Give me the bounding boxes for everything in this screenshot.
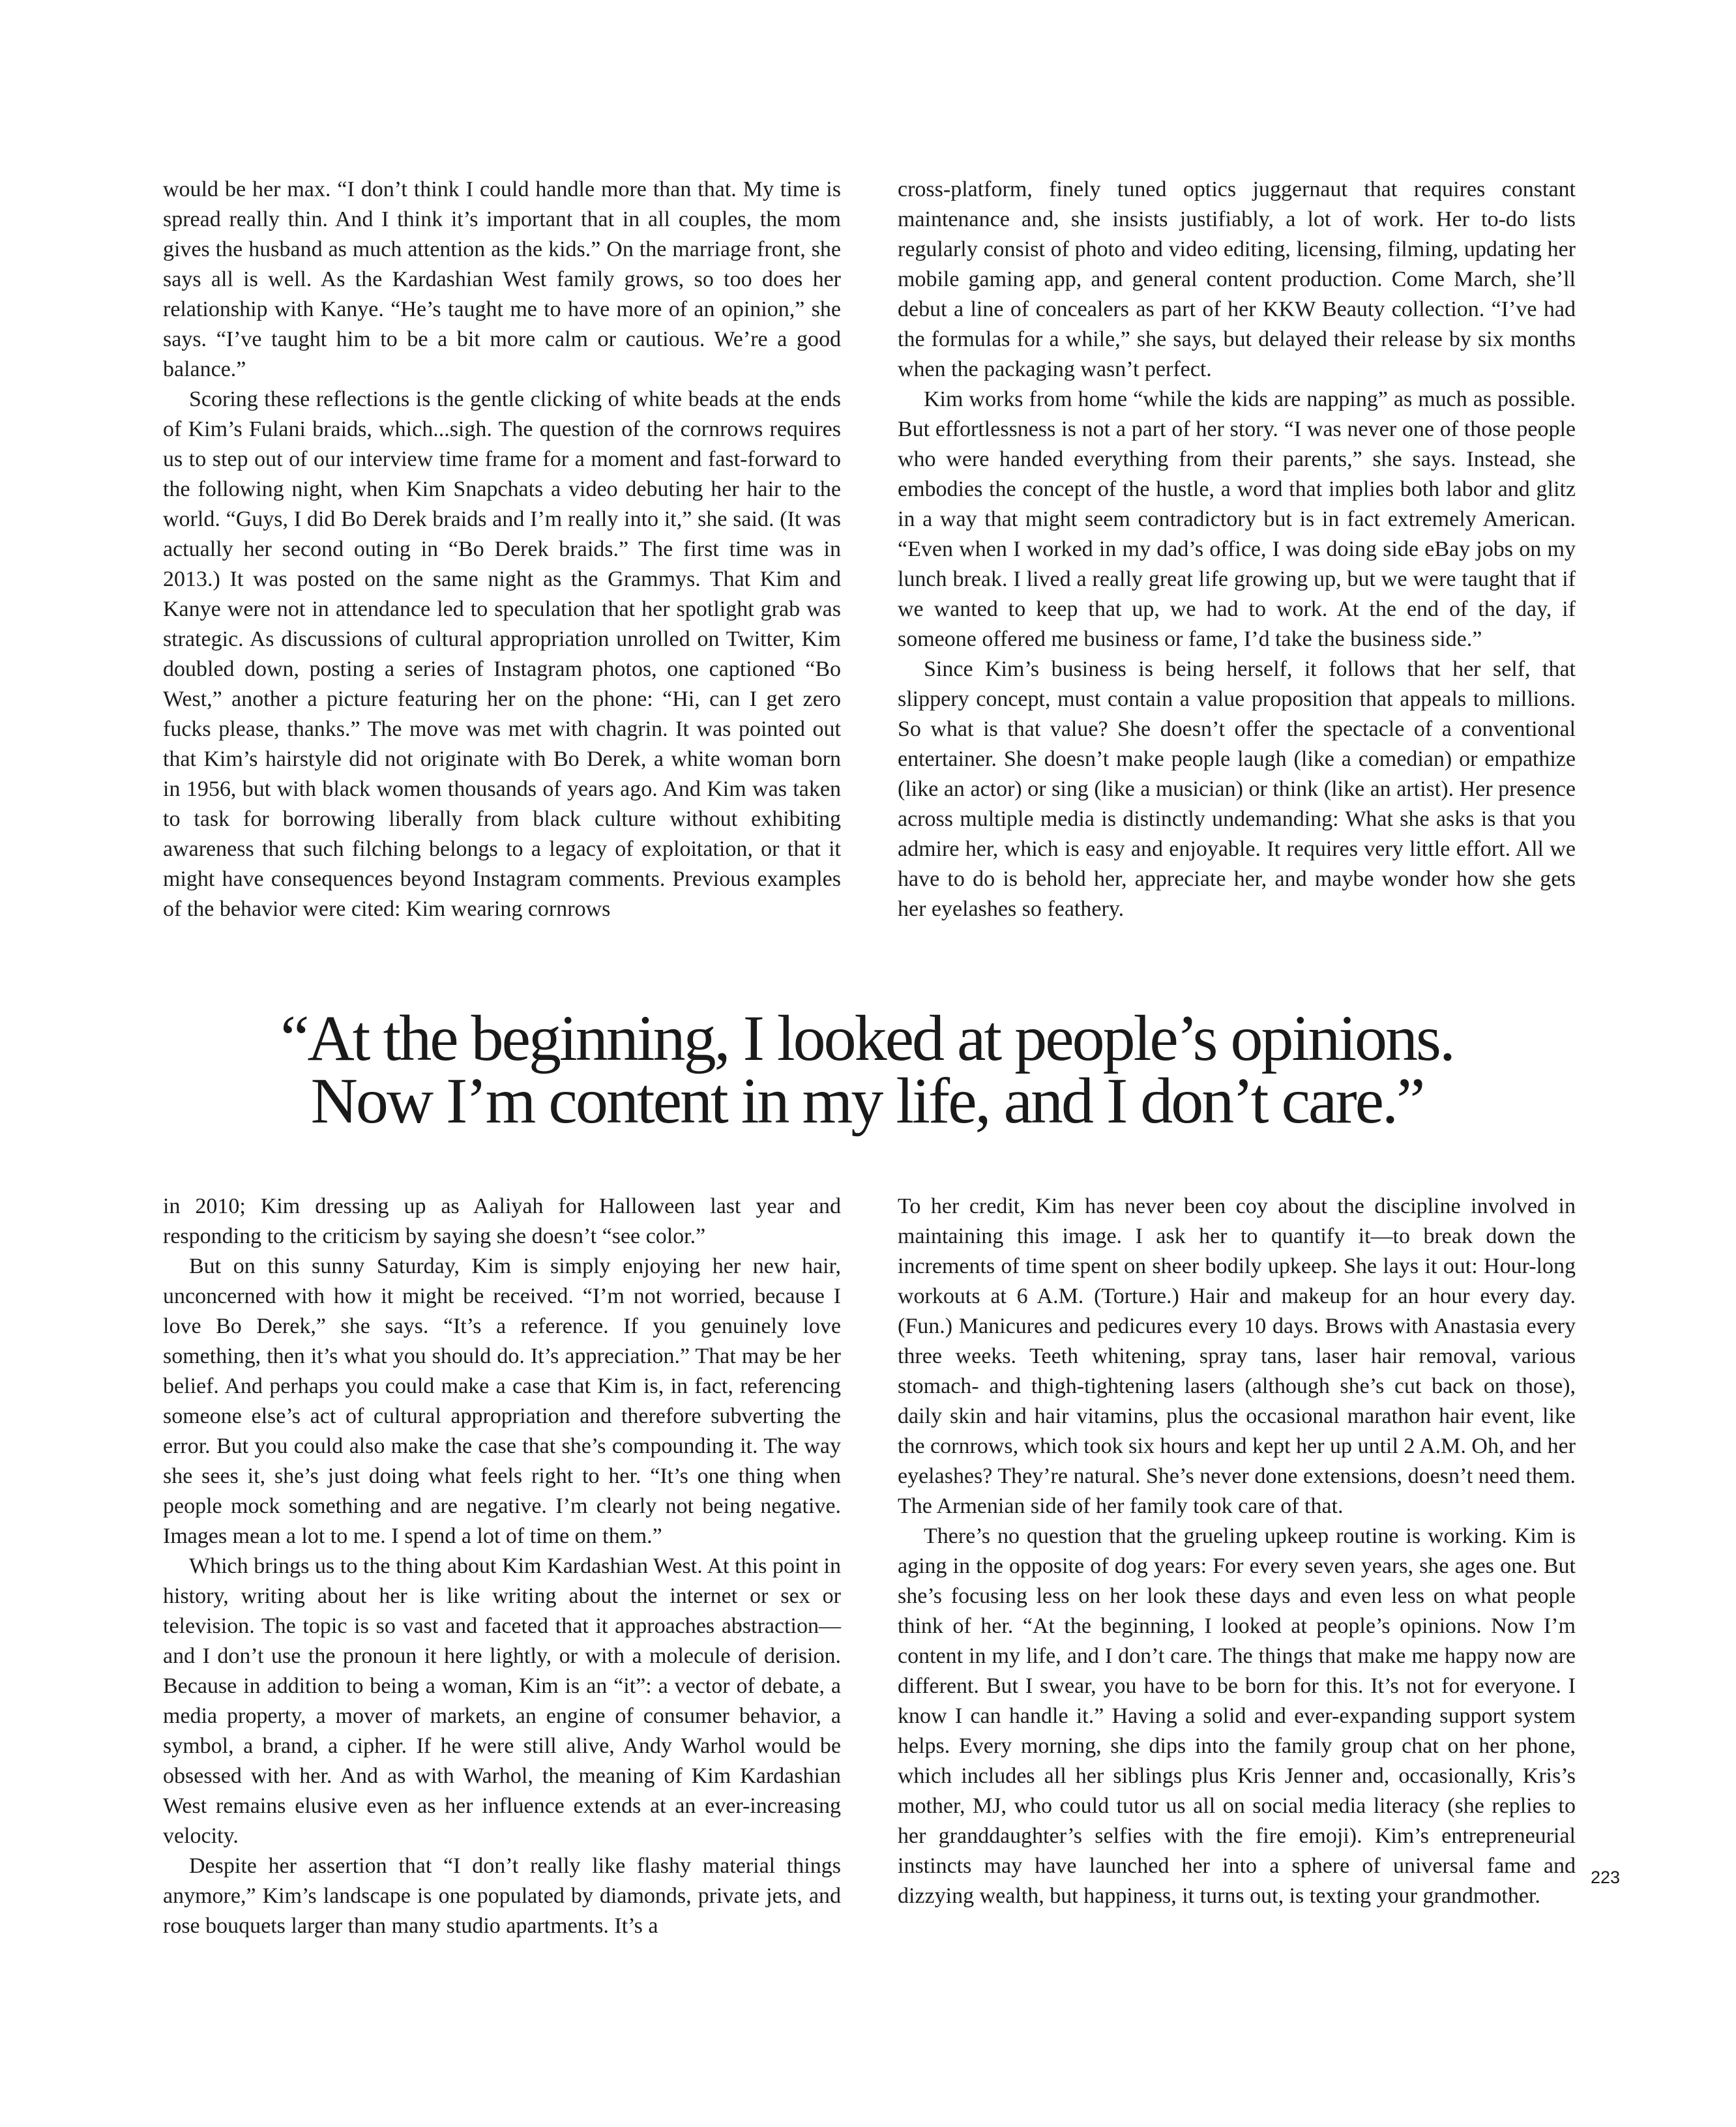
pull-quote (156, 1002, 1578, 1137)
paragraph: in 2010; Kim dressing up as Aaliyah for Halloween last year and responding to the criticism by saying she doesn’t “see color.” (163, 1194, 841, 1248)
paragraph: There’s no question that the grueling upkeep routine is working. Kim is aging in the opposite of dog years: For every seven years, she ages one. But she’s focusing less on her look these days and even less on what people think of her. “At the beginning, I looked at people’s opinions. Now I’m content in my life, and I don’t care. The things that make me happy now are different. But I swear, you have to be born for this. It’s not for everyone. I know I can handle it.” Having a solid and ever-expanding support system helps. Every morning, she dips into the family group chat on her phone, which includes all her siblings plus Kris Jenner and, occasionally, Kris’s mother, MJ, who could tutor us all on social media literacy (she replies to her granddaughter’s selfies with the fire emoji). Kim’s entrepreneurial instincts may have launched her into a sphere of universal fame and dizzying wealth, but happiness, it turns out, is texting your grandmother. (898, 1524, 1576, 1908)
pull-quote-line: “At the beginning, I looked at people’s opinions. (280, 1002, 1454, 1074)
paragraph: Kim works from home “while the kids are napping” as much as possible. But effortlessness is not a part of her story. “I was never one of those people who were handed everything from their parents,” she says. Instead, she embodies the concept of the hustle, a word that implies both labor and glitz in a way that might seem contradictory but is in fact extremely American. “Even when I worked in my dad’s office, I was doing side eBay jobs on my lunch break. I lived a really great life growing up, but we were taught that if we wanted to keep that up, we had to work. At the end of the day, if someone offered me business or fame, I’d take the business side.” (898, 387, 1576, 651)
paragraph: Since Kim’s business is being herself, it follows that her self, that slippery concept, must contain a value proposition that appeals to millions. So what is that value? She doesn’t offer the spectacle of a conventional entertainer. She doesn’t make people laugh (like a comedian) or empathize (like an actor) or sing (like a musician) or think (like an artist). Her presence across multiple media is distinctly undemanding: What she asks is that you admire her, which is easy and enjoyable. It requires very little effort. All we have to do is behold her, appreciate her, and maybe wonder how she gets her eyelashes so feathery. (898, 657, 1576, 921)
article-column-top-right (898, 175, 1576, 924)
paragraph: Despite her assertion that “I don’t really like flashy material things anymore,” Kim’s landscape is one populated by diamonds, private jets, and rose bouquets larger than many studio apartments. It’s a (163, 1854, 841, 1938)
article-column-top-left (163, 175, 841, 924)
paragraph: Scoring these reflections is the gentle clicking of white beads at the ends of Kim’s Fulani braids, which...sigh. The question of the cornrows requires us to step out of our interview time frame for a moment and fast-forward to the following night, when Kim Snapchats a video debuting her hair to the world. “Guys, I did Bo Derek braids and I’m really into it,” she said. (It was actually her second outing in “Bo Derek braids.” The first time was in 2013.) It was posted on the same night as the Grammys. That Kim and Kanye were not in attendance led to speculation that her spotlight grab was strategic. As discussions of cultural appropriation unrolled on Twitter, Kim doubled down, posting a series of Instagram photos, one captioned “Bo West,” another a picture featuring her on the phone: “Hi, can I get zero fucks please, thanks.” The move was met with chagrin. It was pointed out that Kim’s hairstyle did not originate with Bo Derek, a white woman born in 1956, but with black women thousands of years ago. And Kim was taken to task for borrowing liberally from black culture without exhibiting awareness that such filching belongs to a legacy of exploitation, or that it might have consequences beyond Instagram comments. Previous examples of the behavior were cited: Kim wearing cornrows (163, 387, 841, 921)
paragraph: But on this sunny Saturday, Kim is simply enjoying her new hair, unconcerned with how it might be received. “I’m not worried, because I love Bo Derek,” she says. “It’s a reference. If you genuinely love something, then it’s what you should do. It’s appreciation.” That may be her belief. And perhaps you could make a case that Kim is, in fact, referencing someone else’s act of cultural appropriation and therefore subverting the error. But you could also make the case that she’s compounding it. The way she sees it, she’s just doing what feels right to her. “It’s one thing when people mock something and are negative. I’m clearly not being negative. Images mean a lot to me. I spend a lot of time on them.” (163, 1254, 841, 1548)
page-number: 223 (1591, 1868, 1621, 1887)
paragraph: would be her max. “I don’t think I could handle more than that. My time is spread really thin. And I think it’s important that in all couples, the mom gives the husband as much attention as the kids.” On the marriage front, she says all is well. As the Kardashian West family grows, so too does her relationship with Kanye. “He’s taught me to have more of an opinion,” she says. “I’ve taught him to be a bit more calm or cautious. We’re a good balance.” (163, 177, 841, 381)
pull-quote-line: Now I’m content in my life, and I don’t care.” (310, 1064, 1424, 1137)
paragraph: Which brings us to the thing about Kim Kardashian West. At this point in history, writing about her is like writing about the internet or sex or television. The topic is so vast and faceted that it approaches abstraction—and I don’t use the pronoun it here lightly, or with a molecule of derision. Because in addition to being a woman, Kim is an “it”: a vector of debate, a media property, a mover of markets, an engine of consumer behavior, a symbol, a brand, a cipher. If he were still alive, Andy Warhol would be obsessed with her. And as with Warhol, the meaning of Kim Kardashian West remains elusive even as her influence extends at an ever-increasing velocity. (163, 1554, 841, 1848)
article-column-bottom-right (898, 1192, 1576, 1911)
paragraph: cross-platform, finely tuned optics juggernaut that requires constant maintenance and, she insists justifiably, a lot of work. Her to-do lists regularly consist of photo and video editing, licensing, filming, updating her mobile gaming app, and general content production. Come March, she’ll debut a line of concealers as part of her KKW Beauty collection. “I’ve had the formulas for a while,” she says, but delayed their release by six months when the packaging wasn’t perfect. (898, 177, 1576, 381)
paragraph: To her credit, Kim has never been coy about the discipline involved in maintaining this image. I ask her to quantify it—to break down the increments of time spent on sheer bodily upkeep. She lays it out: Hour-long workouts at 6 A.M. (Torture.) Hair and makeup for an hour every day. (Fun.) Manicures and pedicures every 10 days. Brows with Anastasia every three weeks. Teeth whitening, spray tans, laser hair removal, various stomach- and thigh-tightening lasers (although she’s cut back on those), daily skin and hair vitamins, plus the occasional marathon hair event, like the cornrows, which took six hours and kept her up until 2 A.M. Oh, and her eyelashes? They’re natural. She’s never done extensions, doesn’t need them. The Armenian side of her family took care of that. (898, 1194, 1576, 1518)
article-column-bottom-left (163, 1192, 841, 1941)
